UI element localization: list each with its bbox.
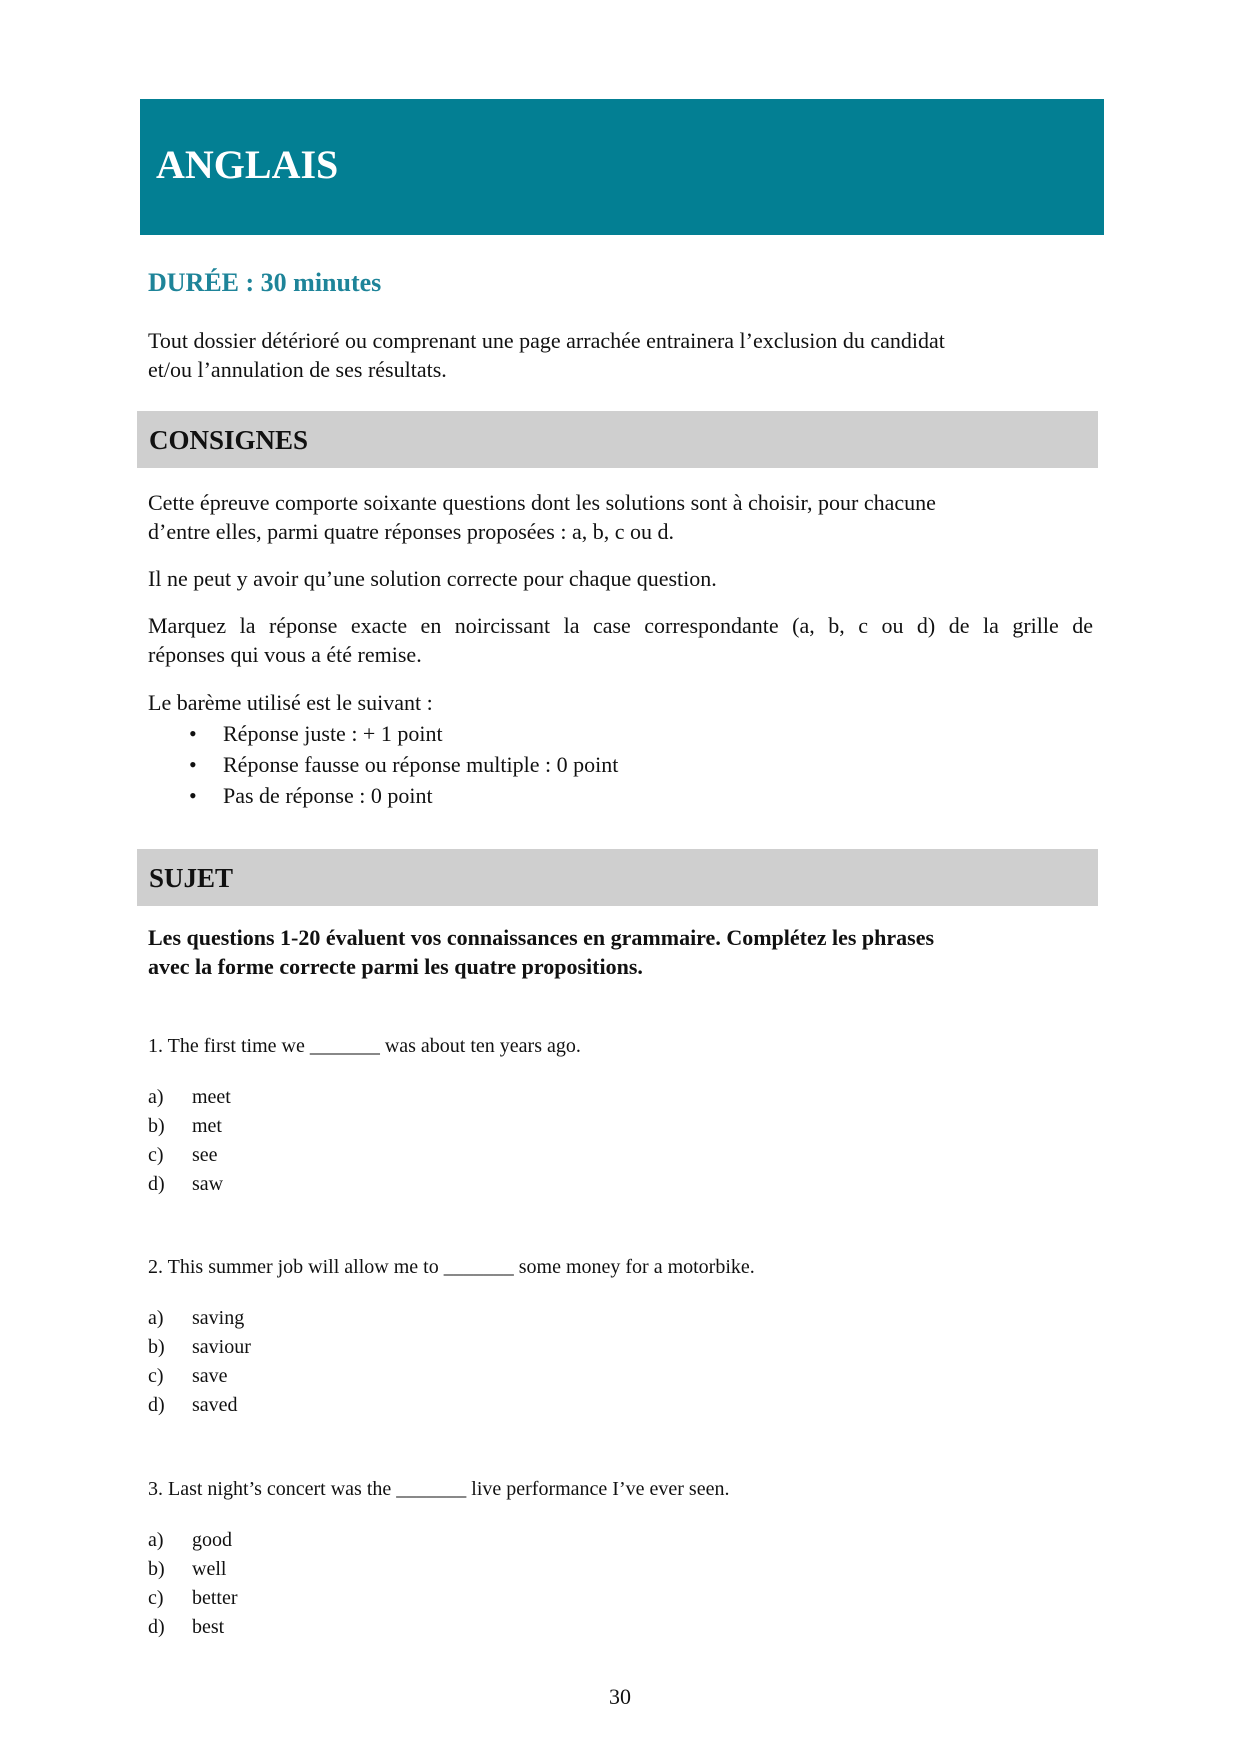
consignes-section-bar [137,411,1098,468]
option-letter: c) [148,1144,164,1166]
option-item [148,1613,238,1642]
scale-item-text: Réponse juste : + 1 point [223,721,443,746]
scale-intro: Le barème utilisé est le suivant : [148,690,433,715]
option-item [148,1141,231,1170]
option-item [148,1555,238,1584]
bullet-icon: • [189,721,197,746]
option-item [148,1112,231,1141]
option-label: save [192,1365,228,1387]
sujet-section-bar [137,849,1098,906]
duration-heading: DURÉE : 30 minutes [148,268,382,297]
sujet-intro-line-2: avec la forme correcte parmi les quatre propositions. [148,954,643,979]
option-item [148,1083,231,1112]
option-label: saving [192,1307,245,1329]
question-3-options [148,1526,238,1642]
warning-line-2: et/ou l’annulation de ses résultats. [148,357,447,382]
option-item [148,1362,251,1391]
option-label: meet [192,1086,231,1108]
option-letter: b) [148,1558,165,1580]
option-item [148,1170,231,1199]
question-3-text: 3. Last night’s concert was the _______ live performance I’ve ever seen. [148,1478,730,1500]
consignes-p3-line-2: réponses qui vous a été remise. [148,642,422,667]
scale-item [148,749,618,780]
option-label: good [192,1529,232,1551]
option-label: best [192,1616,225,1638]
option-label: well [192,1558,227,1580]
consignes-p2: Il ne peut y avoir qu’une solution correcte pour chaque question. [148,566,717,591]
option-label: better [192,1587,238,1609]
option-item [148,1584,238,1613]
option-label: met [192,1115,222,1137]
consignes-p3-line-1: Marquez la réponse exacte en noircissant la case correspondante (a, b, c ou d) de la grille de [148,613,1093,638]
option-item [148,1333,251,1362]
option-letter: d) [148,1616,165,1638]
option-letter: c) [148,1365,164,1387]
scale-list [148,718,618,811]
bullet-icon: • [189,752,197,777]
sujet-intro-line-1: Les questions 1-20 évaluent vos connaissances en grammaire. Complétez les phrases [148,925,935,950]
option-letter: a) [148,1529,164,1551]
option-label: see [192,1144,218,1166]
option-label: saviour [192,1336,251,1358]
option-item [148,1526,238,1555]
question-1-text: 1. The first time we _______ was about ten years ago. [148,1035,581,1057]
scale-item [148,718,618,749]
sujet-intro [148,923,1098,981]
option-letter: a) [148,1307,164,1329]
option-item [148,1304,251,1333]
scale-item [148,780,618,811]
warning-line-1: Tout dossier détérioré ou comprenant une page arrachée entrainera l’exclusion du candidat [148,328,945,353]
option-letter: d) [148,1394,165,1416]
option-item [148,1391,251,1420]
question-2-text: 2. This summer job will allow me to _______ some money for a motorbike. [148,1256,755,1278]
sujet-heading: SUJET [149,863,234,893]
option-letter: b) [148,1115,165,1137]
consignes-p1-line-2: d’entre elles, parmi quatre réponses proposées : a, b, c ou d. [148,519,674,544]
question-1-options [148,1083,231,1199]
scale-item-text: Réponse fausse ou réponse multiple : 0 point [223,752,619,777]
option-label: saw [192,1173,224,1195]
scale-item-text: Pas de réponse : 0 point [223,783,433,808]
bullet-icon: • [189,783,197,808]
option-label: saved [192,1394,238,1416]
page-title: ANGLAIS [156,142,339,187]
title-banner [140,99,1104,235]
consignes-heading: CONSIGNES [149,425,309,455]
question-2-options [148,1304,251,1420]
option-letter: a) [148,1086,164,1108]
page-number: 30 [609,1684,631,1709]
consignes-p1-line-1: Cette épreuve comporte soixante questions dont les solutions sont à choisir, pour chacune [148,490,936,515]
option-letter: c) [148,1587,164,1609]
option-letter: b) [148,1336,165,1358]
option-letter: d) [148,1173,165,1195]
